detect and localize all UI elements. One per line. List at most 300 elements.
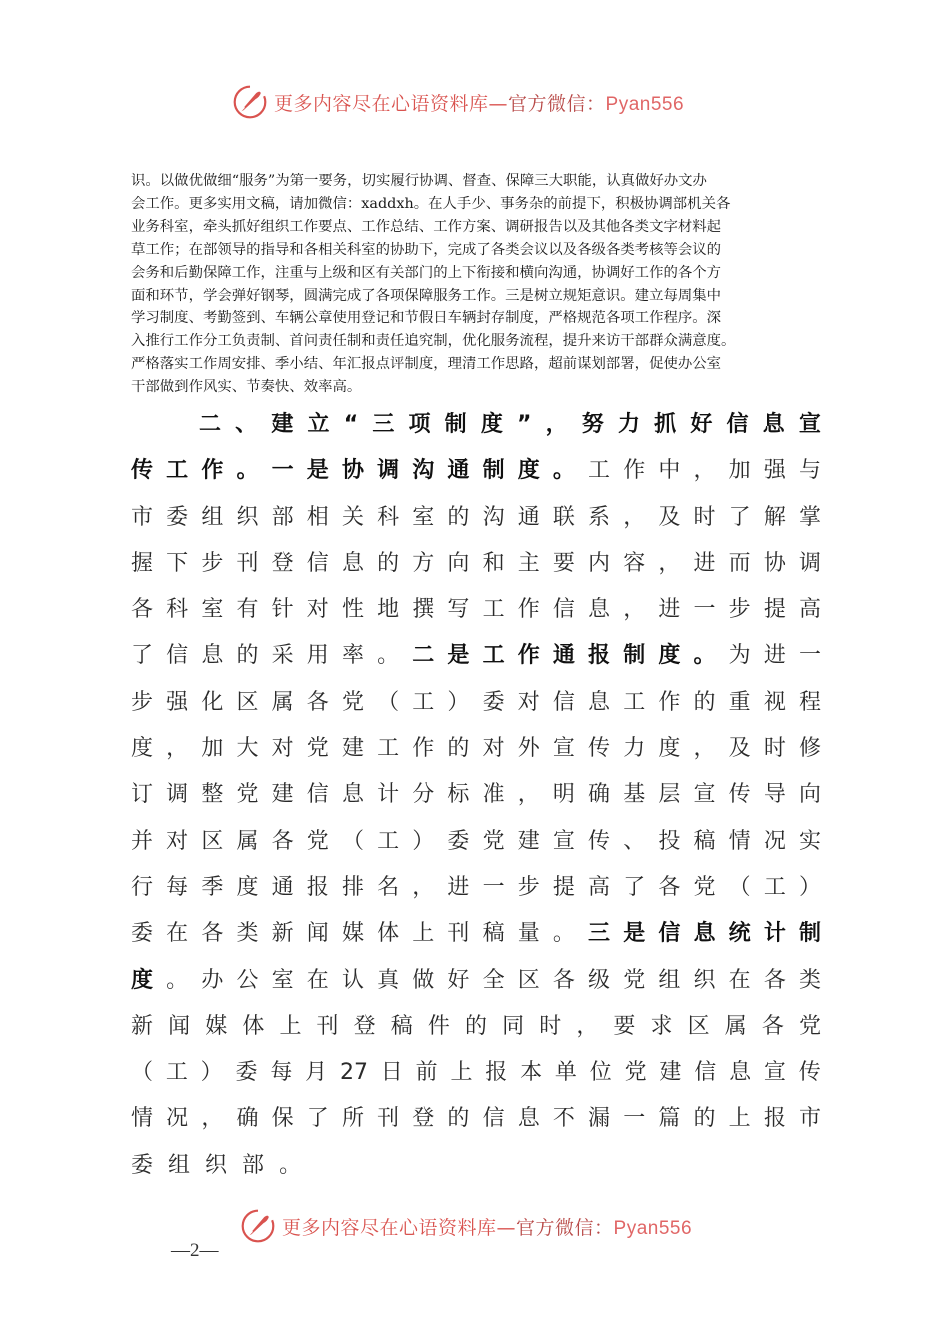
- text-char: 党: [624, 1060, 647, 1086]
- main-paragraph-line: [131, 1143, 821, 1189]
- text-char: 步: [131, 689, 154, 715]
- main-paragraph-line: [131, 1096, 821, 1142]
- text-char: 报: [485, 1060, 508, 1086]
- text-char: 每: [166, 874, 189, 900]
- text-char: 区: [236, 689, 259, 715]
- text-char: 进: [447, 874, 470, 900]
- text-char: 导: [763, 782, 786, 808]
- text-char: 准: [482, 782, 505, 808]
- text-char: 区: [687, 1013, 710, 1039]
- text-char: 加: [728, 458, 751, 484]
- text-char: 修: [798, 736, 821, 762]
- text-char: 提: [552, 874, 575, 900]
- text-char: 级: [588, 967, 611, 993]
- bold-char: 信: [658, 921, 681, 947]
- text-char: 体: [242, 1013, 265, 1039]
- text-char: 日: [380, 1060, 403, 1086]
- text-char: 解: [763, 504, 786, 530]
- main-paragraph-line: [131, 958, 821, 1004]
- text-char: 同: [502, 1013, 525, 1039]
- text-char: 党: [482, 828, 505, 854]
- text-char: 在: [166, 921, 189, 947]
- text-char: 工: [412, 689, 435, 715]
- text-char: 调: [798, 550, 821, 576]
- text-char: 步: [517, 874, 540, 900]
- bold-char: 制: [798, 921, 821, 947]
- text-char: 党: [623, 967, 646, 993]
- text-char: 进: [763, 643, 786, 669]
- text-char: 大: [236, 736, 259, 762]
- text-char: 宣: [763, 1060, 786, 1086]
- small-paragraph-line: 学习制度、考勤签到、车辆公章使用登记和节假日车辆封存制度，严格规范各项工作程序。深: [131, 310, 722, 327]
- text-char: 公: [236, 967, 259, 993]
- text-char: 各: [763, 967, 786, 993]
- text-char: 的: [447, 1106, 470, 1132]
- text-char: 好: [447, 967, 470, 993]
- text-char: 并: [131, 828, 154, 854]
- text-char: 度: [236, 874, 259, 900]
- text-char: 率: [341, 643, 364, 669]
- bold-char: 二: [412, 643, 435, 669]
- text-char: 刊: [316, 1013, 339, 1039]
- bold-char: 工: [166, 458, 189, 484]
- text-char: 属: [236, 828, 259, 854]
- text-char: 属: [724, 1013, 747, 1039]
- small-paragraph-line: 严格落实工作周安排、季小结、年汇报点评制度，理清工作思路，超前谋划部署，促使办公室: [131, 356, 722, 373]
- main-paragraph-line: [131, 865, 821, 911]
- text-char: 层: [658, 782, 681, 808]
- text-char: 提: [763, 597, 786, 623]
- text-char: 上: [728, 1106, 751, 1132]
- bold-char: 努: [581, 412, 604, 437]
- text-char: 对: [166, 828, 189, 854]
- text-char: 力: [623, 736, 646, 762]
- text-char: 稿: [693, 828, 716, 854]
- bold-char: 。: [236, 458, 259, 484]
- bold-char: 是: [623, 921, 646, 947]
- text-char: 的: [464, 1013, 487, 1039]
- text-char: 协: [763, 550, 786, 576]
- text-char: 党: [341, 689, 364, 715]
- text-char: 排: [341, 874, 364, 900]
- text-char: 各: [271, 828, 294, 854]
- bold-char: 。: [693, 643, 716, 669]
- bold-char: 三: [588, 921, 611, 947]
- text-char: 位: [589, 1060, 612, 1086]
- bold-char: 传: [131, 458, 154, 484]
- text-char: 息: [588, 689, 611, 715]
- text-char: 漏: [588, 1106, 611, 1132]
- main-paragraph-line: [131, 1004, 821, 1050]
- bold-char: 制: [444, 412, 467, 437]
- bold-char: 信: [726, 412, 749, 437]
- text-char: 织: [693, 967, 716, 993]
- text-char: 市: [798, 1106, 821, 1132]
- text-char: 的: [447, 736, 470, 762]
- text-char: 区: [517, 967, 540, 993]
- text-char: 组: [201, 504, 224, 530]
- text-char: 写: [447, 597, 470, 623]
- bold-char: 报: [588, 643, 611, 669]
- bold-char: 好: [690, 412, 713, 437]
- text-char: 步: [201, 550, 224, 576]
- bold-char: 度: [517, 458, 540, 484]
- text-char: 情: [131, 1106, 154, 1132]
- text-char: 工: [763, 874, 786, 900]
- text-char: 在: [728, 967, 751, 993]
- text-char: 及: [728, 736, 751, 762]
- text-char: 科: [166, 597, 189, 623]
- text-char: ）: [412, 828, 435, 854]
- text-char: 信: [482, 1106, 505, 1132]
- text-char: 。: [166, 967, 189, 993]
- text-char: 对: [271, 736, 294, 762]
- text-char: 工: [377, 828, 400, 854]
- text-char: 的: [377, 550, 400, 576]
- small-paragraph-line: 识。以做优做细“服务”为第一要务，切实履行协调、督查、保障三大职能，认真做好办文办: [131, 173, 707, 189]
- bold-char: 通: [447, 458, 470, 484]
- text-char: 登: [353, 1013, 376, 1039]
- main-paragraph-line: [131, 911, 821, 957]
- text-char: 调: [166, 782, 189, 808]
- bold-char: 二: [199, 412, 222, 437]
- text-char: 党: [693, 874, 716, 900]
- text-char: 各: [306, 689, 329, 715]
- small-paragraph-line: 干部做到作风实、节奏快、效率高。: [131, 379, 362, 396]
- text-char: ）: [200, 1060, 223, 1086]
- text-char: 各: [658, 874, 681, 900]
- text-char: 部: [242, 1152, 265, 1178]
- text-char: 一: [623, 1106, 646, 1132]
- main-paragraph-line: [131, 819, 821, 865]
- text-char: 宣: [693, 782, 716, 808]
- text-char: 了: [728, 504, 751, 530]
- text-char: 组: [168, 1152, 191, 1178]
- text-char: ，: [623, 597, 646, 623]
- text-char: ，: [201, 1106, 224, 1132]
- text-char: 类: [798, 967, 821, 993]
- text-char: 认: [341, 967, 364, 993]
- text-char: 传: [798, 1060, 821, 1086]
- small-paragraph-line: 会工作。更多实用文稿，请加微信：xaddxh。在人手少、事务杂的前提下，积极协调部机关各: [131, 195, 731, 212]
- text-char: 强: [166, 689, 189, 715]
- text-char: 向: [447, 550, 470, 576]
- text-char: 时: [693, 504, 716, 530]
- text-char: 进: [693, 550, 716, 576]
- text-char: 行: [131, 874, 154, 900]
- bold-char: 制: [482, 458, 505, 484]
- text-char: ）: [447, 689, 470, 715]
- bold-char: 作: [517, 643, 540, 669]
- text-char: 名: [377, 874, 400, 900]
- text-char: 工: [588, 458, 611, 484]
- text-char: 委: [166, 504, 189, 530]
- main-paragraph-line: [131, 1050, 821, 1096]
- text-char: 要: [613, 1013, 636, 1039]
- text-char: 所: [341, 1106, 364, 1132]
- text-char: 织: [205, 1152, 228, 1178]
- text-char: 属: [271, 689, 294, 715]
- text-char: 刊: [236, 550, 259, 576]
- watermark-wechat-id: Pyan556: [613, 1217, 693, 1239]
- text-char: 采: [271, 643, 294, 669]
- bold-char: ，: [545, 412, 568, 437]
- text-char: 篇: [658, 1106, 681, 1132]
- text-char: 不: [552, 1106, 575, 1132]
- text-char: 工: [377, 736, 400, 762]
- text-char: 季: [201, 874, 224, 900]
- text-char: 与: [798, 458, 821, 484]
- text-char: 实: [798, 828, 821, 854]
- text-char: 的: [693, 689, 716, 715]
- bold-char: 三: [372, 412, 395, 437]
- text-char: 信: [306, 782, 329, 808]
- text-char: 关: [341, 504, 364, 530]
- bold-char: 、: [235, 412, 258, 437]
- text-char: 视: [763, 689, 786, 715]
- text-char: 各: [552, 967, 575, 993]
- text-char: 新: [131, 1013, 154, 1039]
- text-char: 息: [201, 643, 224, 669]
- main-paragraph-line: [131, 402, 821, 448]
- bold-char: 是: [306, 458, 329, 484]
- bold-char: 统: [728, 921, 751, 947]
- bold-char: 一: [271, 458, 294, 484]
- text-char: 工: [482, 597, 505, 623]
- text-char: 闻: [168, 1013, 191, 1039]
- text-char: 作: [517, 597, 540, 623]
- text-char: 程: [798, 689, 821, 715]
- quill-logo-icon: [240, 1208, 276, 1244]
- text-char: 加: [201, 736, 224, 762]
- text-char: 室: [201, 597, 224, 623]
- text-char: 确: [236, 1106, 259, 1132]
- text-char: ，: [623, 504, 646, 530]
- text-char: 为: [728, 643, 751, 669]
- watermark-title: 更多内容尽在心语资料库: [282, 1216, 497, 1239]
- text-char: 媒: [205, 1013, 228, 1039]
- text-char: 息: [341, 782, 364, 808]
- text-char: 委: [131, 1152, 154, 1178]
- bold-char: 项: [408, 412, 431, 437]
- text-char: ，: [693, 458, 716, 484]
- watermark-text: [282, 1213, 692, 1240]
- main-paragraph-line: [131, 495, 821, 541]
- text-char: 整: [201, 782, 224, 808]
- bold-char: 度: [658, 643, 681, 669]
- text-char: ，: [166, 736, 189, 762]
- text-char: 刊: [377, 1106, 400, 1132]
- main-paragraph-line: [131, 448, 821, 494]
- text-char: ，: [412, 874, 435, 900]
- text-char: 及: [658, 504, 681, 530]
- main-paragraph-line: [131, 772, 821, 818]
- bold-char: 建: [271, 412, 294, 437]
- text-char: 明: [552, 782, 575, 808]
- bold-char: 协: [341, 458, 364, 484]
- text-char: 况: [763, 828, 786, 854]
- bold-char: ”: [517, 412, 532, 437]
- text-char: 步: [728, 597, 751, 623]
- small-paragraph-line: 会务和后勤保障工作，注重与上级和区有关部门的上下衔接和横向沟通，协调好工作的各个方: [131, 264, 722, 281]
- text-char: 做: [412, 967, 435, 993]
- main-paragraph-line: [131, 541, 821, 587]
- text-char: 度: [131, 736, 154, 762]
- bold-char: 息: [693, 921, 716, 947]
- text-char: 中: [658, 458, 681, 484]
- text-char: 组: [658, 967, 681, 993]
- bold-char: 息: [762, 412, 785, 437]
- text-char: 前: [415, 1060, 438, 1086]
- watermark-header: [232, 84, 684, 120]
- text-char: 部: [271, 504, 294, 530]
- watermark-separator: —: [496, 1216, 517, 1239]
- text-char: 内: [588, 550, 611, 576]
- text-char: 针: [271, 597, 294, 623]
- text-char: 方: [412, 550, 435, 576]
- text-char: 撰: [412, 597, 435, 623]
- text-char: 度: [658, 736, 681, 762]
- text-char: 报: [763, 1106, 786, 1132]
- text-char: 联: [552, 504, 575, 530]
- text-char: 委: [235, 1060, 258, 1086]
- text-char: 登: [412, 1106, 435, 1132]
- text-char: 沟: [482, 504, 505, 530]
- text-char: （: [341, 828, 364, 854]
- text-char: 通: [517, 504, 540, 530]
- text-char: 的: [236, 643, 259, 669]
- text-char: 对: [517, 689, 540, 715]
- text-char: 标: [447, 782, 470, 808]
- text-char: 委: [482, 689, 505, 715]
- text-char: 信: [306, 550, 329, 576]
- text-char: 建: [341, 736, 364, 762]
- text-char: 了: [131, 643, 154, 669]
- quill-logo-icon: [232, 84, 268, 120]
- text-char: 信: [694, 1060, 717, 1086]
- text-char: 作: [658, 689, 681, 715]
- text-char: 。: [552, 921, 575, 947]
- text-char: 情: [728, 828, 751, 854]
- text-char: （: [728, 874, 751, 900]
- main-paragraph-line: [131, 633, 821, 679]
- text-char: 刊: [447, 921, 470, 947]
- text-char: 了: [306, 1106, 329, 1132]
- text-char: 求: [650, 1013, 673, 1039]
- text-char: 时: [763, 736, 786, 762]
- text-char: 27: [339, 1060, 368, 1086]
- text-char: 化: [201, 689, 224, 715]
- text-char: 织: [236, 504, 259, 530]
- text-char: 。: [279, 1152, 302, 1178]
- text-char: 各: [201, 921, 224, 947]
- bold-char: “: [343, 412, 359, 437]
- bold-char: 抓: [654, 412, 677, 437]
- text-char: 主: [517, 550, 540, 576]
- main-paragraph: [131, 402, 821, 1189]
- text-char: 息: [341, 550, 364, 576]
- text-char: 上: [279, 1013, 302, 1039]
- text-char: 了: [623, 874, 646, 900]
- text-char: 媒: [341, 921, 364, 947]
- text-char: 建: [271, 782, 294, 808]
- bold-char: 度: [480, 412, 503, 437]
- text-char: 性: [341, 597, 364, 623]
- text-char: 高: [588, 874, 611, 900]
- text-char: 计: [377, 782, 400, 808]
- text-char: （: [377, 689, 400, 715]
- bold-char: 计: [763, 921, 786, 947]
- text-char: 传: [588, 736, 611, 762]
- text-char: 建: [659, 1060, 682, 1086]
- text-char: 系: [588, 504, 611, 530]
- text-char: 办: [201, 967, 224, 993]
- text-char: 各: [761, 1013, 784, 1039]
- text-char: 向: [798, 782, 821, 808]
- watermark-title: 更多内容尽在心语资料库: [274, 92, 489, 115]
- watermark-wechat-label: 官方微信：: [516, 1216, 614, 1239]
- bold-char: 调: [377, 458, 400, 484]
- text-char: 量: [517, 921, 540, 947]
- text-char: 室: [271, 967, 294, 993]
- text-char: 分: [412, 782, 435, 808]
- small-paragraph-line: 业务科室，牵头抓好组织工作要点、工作总结、工作方案、调研报告以及其他各类文字材料起: [131, 218, 722, 235]
- watermark-wechat-id: Pyan556: [605, 93, 685, 115]
- text-char: 上: [412, 921, 435, 947]
- text-char: ，: [576, 1013, 599, 1039]
- text-char: 时: [539, 1013, 562, 1039]
- text-char: 的: [693, 1106, 716, 1132]
- bold-char: 。: [552, 458, 575, 484]
- text-char: 本: [520, 1060, 543, 1086]
- text-char: 息: [729, 1060, 752, 1086]
- text-char: 科: [377, 504, 400, 530]
- text-char: 室: [412, 504, 435, 530]
- text-char: ）: [798, 874, 821, 900]
- watermark-separator: —: [488, 92, 509, 115]
- small-paragraph-line: 草工作；在部领导的指导和各相关科室的协助下，完成了各类会议以及各级各类考核等会议的: [131, 241, 722, 258]
- text-char: 委: [447, 828, 470, 854]
- text-char: 工: [623, 689, 646, 715]
- text-char: 一: [798, 643, 821, 669]
- text-char: 工: [165, 1060, 188, 1086]
- text-char: 区: [201, 828, 224, 854]
- main-paragraph-line: [131, 680, 821, 726]
- text-char: 有: [236, 597, 259, 623]
- text-char: 掌: [798, 504, 821, 530]
- bold-char: 作: [201, 458, 224, 484]
- text-char: 类: [236, 921, 259, 947]
- text-char: 新: [271, 921, 294, 947]
- text-char: 容: [623, 550, 646, 576]
- text-char: 用: [306, 643, 329, 669]
- text-char: （: [131, 1060, 154, 1086]
- text-char: 建: [517, 828, 540, 854]
- text-char: 件: [427, 1013, 450, 1039]
- text-char: 月: [305, 1060, 328, 1086]
- small-paragraph-line: 面和环节，学会弹好钢琴，圆满完成了各项保障服务工作。三是树立规矩意识。建立每周集中: [131, 287, 722, 304]
- text-char: 党: [236, 782, 259, 808]
- text-char: 真: [377, 967, 400, 993]
- text-char: 作: [623, 458, 646, 484]
- text-char: 党: [306, 828, 329, 854]
- text-char: 党: [798, 1013, 821, 1039]
- text-char: 、: [623, 828, 646, 854]
- text-char: 全: [482, 967, 505, 993]
- page-number: —2—: [171, 1240, 219, 1261]
- text-char: 各: [131, 597, 154, 623]
- bold-char: 度: [131, 967, 154, 993]
